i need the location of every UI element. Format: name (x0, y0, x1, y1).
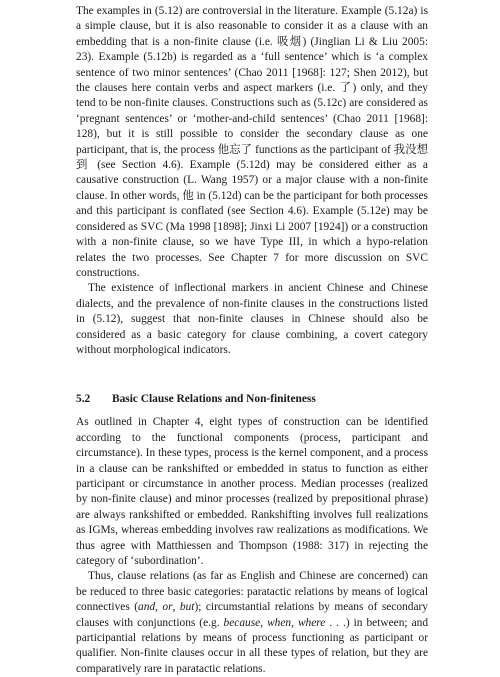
text-run: ); circumstantial relations by means of secondary clauses with conjunctions (e.g. (76, 601, 428, 629)
section-title: Basic Clause Relations and Non-finiteness (112, 393, 316, 406)
text-run: . . .) in between; and participantial relations by means of process functioning as participant or qualifier. Non-finite clauses occur in all these types of relation, but they are comparatively rare in paratactic relations. (76, 616, 429, 675)
paragraph-2 (76, 281, 428, 358)
italic-term: or (162, 601, 173, 614)
italic-term: where (297, 616, 326, 629)
italic-term: but (179, 601, 195, 614)
text-run: The existence of inflectional markers in ancient Chinese and Chinese dialects, and the prevalence of non-finite clauses in the constructions listed in (5.12), suggest that non-finite clauses in Chinese should also be considered as a basic category for clause combining, a covert category without morphological indicators. (76, 282, 428, 356)
paragraph-3 (76, 415, 428, 569)
italic-term: when (267, 616, 292, 629)
text-run: , (155, 601, 163, 614)
section-number: 5.2 (76, 393, 91, 406)
paragraph-1 (76, 4, 428, 281)
text-run: As outlined in Chapter 4, eight types of construction can be identified according to the functional components (process, participant and circumstance). In these types, process is the kernel component, and a process in a clause can be rankshifted or embedded in status to function as either participant or circumstance in another process. Median processes (realized by non-finite clause) and minor processes (realized by prepositional phrase) are always rankshifted or embedded. Rankshifting involves full realizations as IGMs, whereas embedding involves raw realizations as modifications. We thus agree with Matthiessen and Thompson (1988: 317) in rejecting the category of ‘subordination’. (76, 416, 428, 567)
text-run: The examples in (5.12) are controversial in the literature. Example (5.12a) is a simple clause, but it is also reasonable to consider it as a clause with an embedding that is a non-finite clause (i.e. 吸烟) (Jinglian Li & Liu 2005: 23). Example (5.12b) is regarded as a ‘full sentence’ which is ‘a complex sentence of two minor sentences’ (Chao 2011 [1968]: 127; Shen 2012), but the clauses here contain verbs and aspect markers (i.e. 了) only, and they tend to be non-finite clauses. Constructions such as (5.12c) are considered as ‘pregnant sentences’ or ‘mother-and-child sentences’ (Chao 2011 [1968]: 128), but it is still possible to consider the secondary clause as one participant, that is, the process 他忘了 functions as the participant of 我没想到 (see Section 4.6). Example (5.12d) may be considered either as a causative construction (L. Wang 1957) or a major clause with a non-finite clause. In other words, 他 in (5.12d) can be the participant for both processes and this participant is conflated (see Section 4.6). Example (5.12e) may be considered as SVC (Ma 1998 [1898]; Jinxi Li 2007 [1924]) or a construction with a non-finite clause, so we have Type III, in which a hypo-relation relates the two processes. See Chapter 7 for more discussion on SVC constructions. (76, 5, 428, 279)
italic-term: and (138, 601, 156, 614)
text-run: , (291, 616, 298, 629)
paragraph-4 (76, 569, 428, 677)
page-body (76, 4, 428, 677)
italic-term: because (223, 616, 261, 629)
text-run: Thus, clause relations (as far as English and Chinese are concerned) can be reduced to three basic categories: paratactic relations by means of logical connectives ( (76, 570, 428, 614)
text-run: , (260, 616, 268, 629)
text-run: , (172, 601, 180, 614)
section-heading (76, 392, 428, 407)
